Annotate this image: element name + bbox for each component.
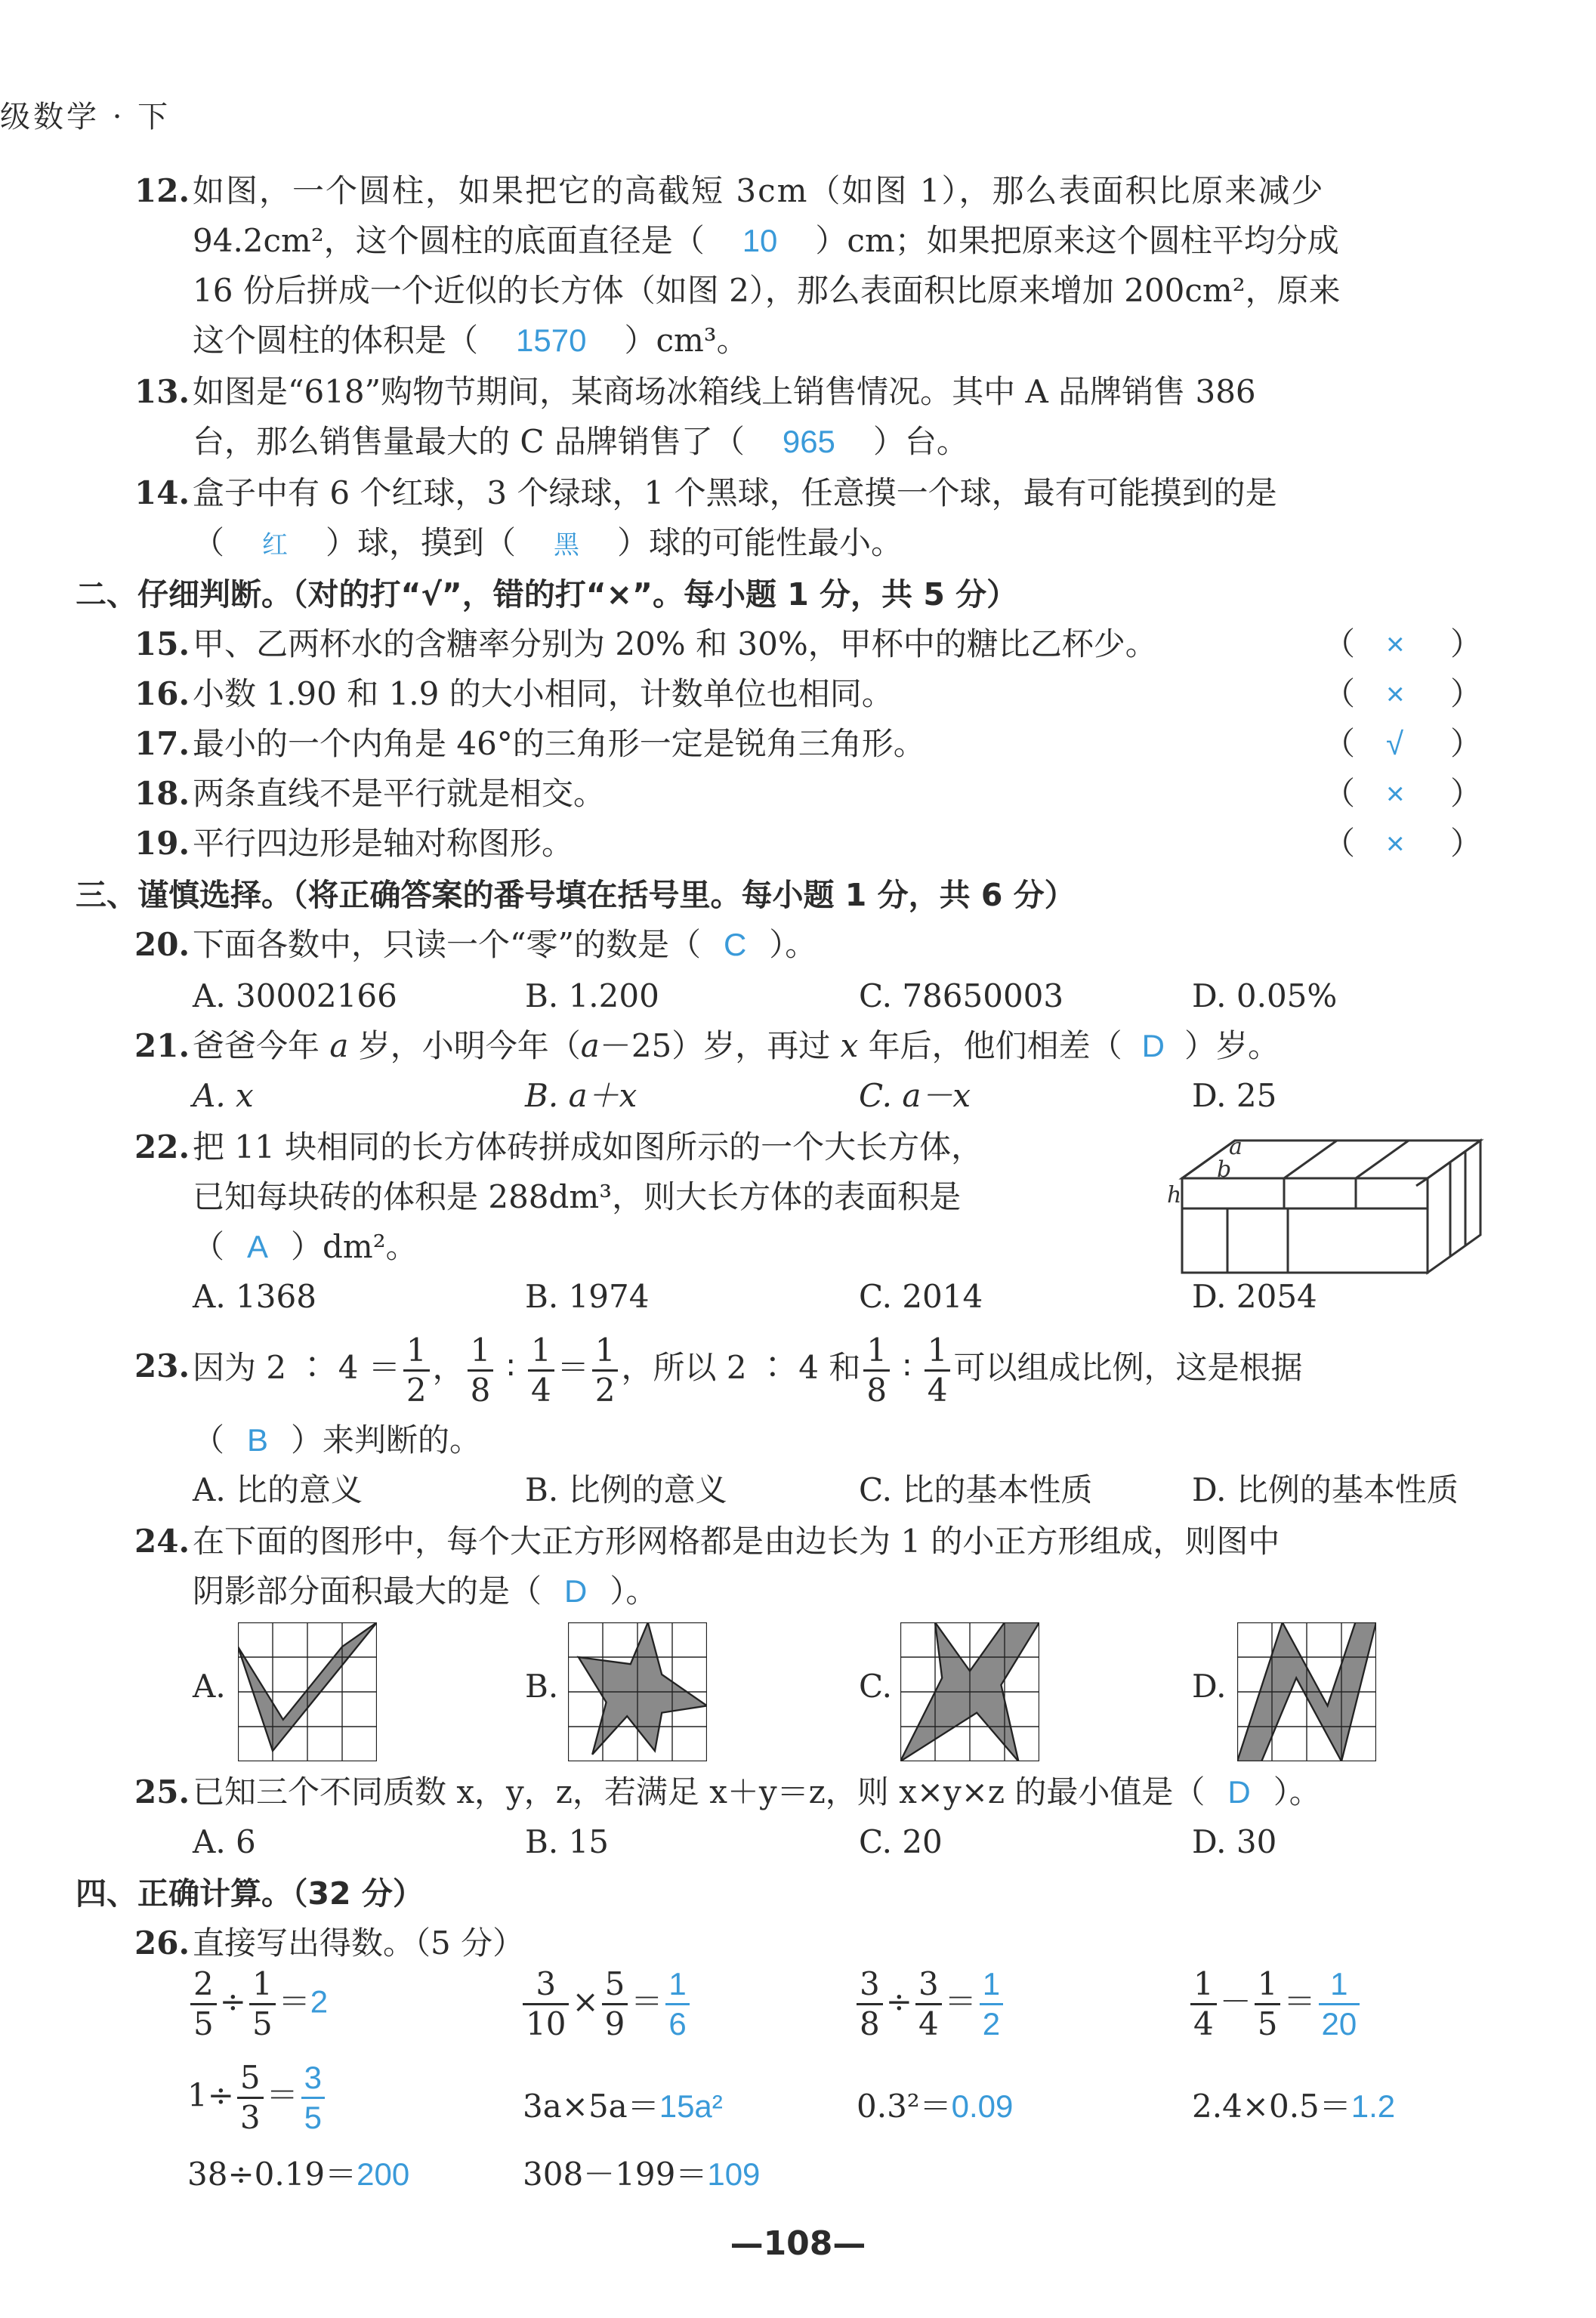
q23-line1: 因为 2 ∶ 4 ＝ $\frac{1}{2}$ ， $\frac{1}{8}$ ∶ $\frac{1}{4}$ ＝ $\frac{1}{2}$ ，所以 2 ∶ 4 和 $\frac{1}{8}$ ∶ $\frac{1}{4}$ 可以组成比例，这是根据 bbox=[193, 1331, 1303, 1409]
q23-number: 23. bbox=[134, 1347, 190, 1384]
grid-figure-b bbox=[568, 1622, 707, 1761]
grid-figure-a bbox=[238, 1622, 377, 1761]
q21-option-b: B. a＋x bbox=[525, 1077, 637, 1114]
q23-option-c: C. 比的基本性质 bbox=[859, 1471, 1093, 1508]
frac-1-2b: $\frac{1}{2}$ bbox=[592, 1335, 619, 1406]
q25-option-a: A. 6 bbox=[193, 1823, 256, 1860]
q13-answer: 965 bbox=[782, 424, 835, 459]
calc-7-answer: 0.09 bbox=[951, 2088, 1014, 2124]
fig-label-a: a bbox=[1229, 1134, 1243, 1160]
q18-text: 两条直线不是平行就是相交。 bbox=[193, 775, 606, 812]
q16-paren-close: ） bbox=[1450, 675, 1483, 712]
q12-line3: 16 份后拼成一个近似的长方体（如图 2），那么表面积比原来增加 200cm²，原来 bbox=[193, 272, 1341, 309]
q23-answer: B bbox=[247, 1422, 269, 1458]
q15-paren-open: （ bbox=[1323, 625, 1356, 662]
q16-answer: × bbox=[1386, 676, 1405, 711]
q20-answer: C bbox=[723, 927, 747, 962]
section3-title: 三、谨慎选择。（将正确答案的番号填在括号里。每小题 1 分，共 6 分） bbox=[76, 877, 1076, 913]
q20-option-c: C. 78650003 bbox=[859, 977, 1064, 1014]
calc-2-answer: $\frac{1}{6}$ bbox=[665, 1968, 689, 2040]
q19-paren-close: ） bbox=[1450, 825, 1483, 862]
q25-number: 25. bbox=[134, 1773, 190, 1810]
q24-number: 24. bbox=[134, 1523, 190, 1560]
q16-text: 小数 1.90 和 1.9 的大小相同，计数单位也相同。 bbox=[193, 675, 894, 712]
frac-1-4: $\frac{1}{4}$ bbox=[528, 1335, 554, 1406]
calc-9: 38÷0.19＝200 bbox=[187, 2156, 410, 2193]
q25-option-c: C. 20 bbox=[859, 1823, 943, 1860]
q14-number: 14. bbox=[134, 474, 190, 511]
q24-answer: D bbox=[564, 1573, 588, 1609]
q21-option-c: C. a－x bbox=[859, 1077, 971, 1114]
q22-number: 22. bbox=[134, 1128, 190, 1165]
frac-1-8: $\frac{1}{8}$ bbox=[468, 1335, 494, 1406]
q16-number: 16. bbox=[134, 675, 190, 712]
q22-option-c: C. 2014 bbox=[859, 1278, 983, 1315]
brick-cuboid-figure bbox=[1167, 1133, 1499, 1284]
q14-line2: （ 红 ）球，摸到（ 黑 ）球的可能性最小。 bbox=[193, 524, 903, 561]
calc-2: $\frac{3}{10}$ × $\frac{5}{9}$ ＝ $\frac{1}{6}$ bbox=[520, 1968, 693, 2040]
grid-figure-d bbox=[1237, 1622, 1376, 1761]
q23-option-d: D. 比例的基本性质 bbox=[1192, 1471, 1459, 1508]
frac-1-2: $\frac{1}{2}$ bbox=[403, 1335, 430, 1406]
calc-3-answer: $\frac{1}{2}$ bbox=[980, 1968, 1003, 2040]
q21-text: 爸爸今年 a 岁，小明今年（a－25）岁，再过 x 年后，他们相差（ D ）岁。 bbox=[193, 1027, 1280, 1064]
q12-number: 12. bbox=[134, 172, 190, 209]
q16-paren-open: （ bbox=[1323, 675, 1356, 712]
q18-paren-open: （ bbox=[1323, 775, 1356, 812]
q20-option-d: D. 0.05% bbox=[1192, 977, 1338, 1014]
calc-5: 1÷ $\frac{5}{3}$ ＝ $\frac{3}{5}$ bbox=[187, 2062, 328, 2134]
q12-line4: 这个圆柱的体积是（ 1570 ）cm³。 bbox=[193, 322, 749, 359]
calc-7: 0.3²＝0.09 bbox=[857, 2088, 1014, 2125]
q24-label-a: A. bbox=[193, 1668, 226, 1705]
calc-1: $\frac{2}{5}$ ÷ $\frac{1}{5}$ ＝2 bbox=[187, 1968, 328, 2040]
q12-answer-volume: 1570 bbox=[516, 323, 587, 358]
q15-answer: × bbox=[1386, 626, 1405, 662]
page-header: 级数学 · 下 bbox=[0, 100, 171, 134]
q21-number: 21. bbox=[134, 1027, 190, 1064]
q22-line1: 把 11 块相同的长方体砖拼成如图所示的一个大长方体， bbox=[193, 1128, 983, 1165]
q24-line2: 阴影部分面积最大的是（ D ）。 bbox=[193, 1573, 658, 1610]
q19-paren-open: （ bbox=[1323, 825, 1356, 862]
calc-9-answer: 200 bbox=[357, 2156, 410, 2192]
q24-label-b: B. bbox=[525, 1668, 559, 1705]
q24-line1: 在下面的图形中，每个大正方形网格都是由边长为 1 的小正方形组成，则图中 bbox=[193, 1523, 1280, 1560]
q22-line2: 已知每块砖的体积是 288dm³，则大长方体的表面积是 bbox=[193, 1178, 962, 1215]
q25-option-b: B. 15 bbox=[525, 1823, 610, 1860]
calc-6-answer: 15a² bbox=[659, 2088, 723, 2124]
q20-text: 下面各数中，只读一个“零”的数是（ C ）。 bbox=[193, 926, 817, 963]
calc-10: 308－199＝109 bbox=[523, 2156, 761, 2193]
q15-paren-close: ） bbox=[1450, 625, 1483, 662]
q22-line3: （ A ）dm²。 bbox=[193, 1228, 418, 1265]
q15-number: 15. bbox=[134, 625, 190, 662]
calc-8-answer: 1.2 bbox=[1351, 2088, 1396, 2124]
q21-option-d: D. 25 bbox=[1192, 1077, 1277, 1114]
q23-line2: （ B ）来判断的。 bbox=[193, 1421, 482, 1458]
q26-number: 26. bbox=[134, 1924, 190, 1962]
calc-10-answer: 109 bbox=[707, 2156, 761, 2192]
q17-paren-close: ） bbox=[1450, 725, 1483, 762]
q24-label-c: C. bbox=[859, 1668, 892, 1705]
q22-option-b: B. 1974 bbox=[525, 1278, 650, 1315]
q18-paren-close: ） bbox=[1450, 775, 1483, 812]
q18-number: 18. bbox=[134, 775, 190, 812]
q25-answer: D bbox=[1227, 1774, 1251, 1810]
section2-title: 二、仔细判断。（对的打“√”，错的打“×”。每小题 1 分，共 5 分） bbox=[76, 576, 1018, 613]
q15-text: 甲、乙两杯水的含糖率分别为 20% 和 30%，甲杯中的糖比乙杯少。 bbox=[193, 625, 1157, 662]
q17-text: 最小的一个内角是 46°的三角形一定是锐角三角形。 bbox=[193, 725, 925, 762]
section4-title: 四、正确计算。（32 分） bbox=[76, 1875, 424, 1912]
q21-answer: D bbox=[1141, 1028, 1165, 1063]
q20-option-a: A. 30002166 bbox=[193, 977, 397, 1014]
q12-answer-diameter: 10 bbox=[742, 223, 778, 258]
q20-option-b: B. 1.200 bbox=[525, 977, 659, 1014]
q19-number: 19. bbox=[134, 825, 190, 862]
calc-3: $\frac{3}{8}$ ÷ $\frac{3}{4}$ ＝ $\frac{1}{2}$ bbox=[854, 1968, 1006, 2040]
q19-answer: × bbox=[1386, 826, 1405, 861]
q17-paren-open: （ bbox=[1323, 725, 1356, 762]
fig-label-h: h bbox=[1167, 1182, 1182, 1208]
q23-option-a: A. 比的意义 bbox=[193, 1471, 363, 1508]
q13-line2: 台，那么销售量最大的 C 品牌销售了（ 965 ）台。 bbox=[193, 423, 968, 460]
calc-4: $\frac{1}{4}$ － $\frac{1}{5}$ ＝ $\frac{1}{20}$ bbox=[1187, 1968, 1363, 2040]
frac-1-4b: $\frac{1}{4}$ bbox=[925, 1335, 951, 1406]
calc-4-answer: $\frac{1}{20}$ bbox=[1319, 1968, 1360, 2040]
q26-title: 直接写出得数。（5 分） bbox=[193, 1924, 525, 1962]
q13-line1: 如图是“618”购物节期间，某商场冰箱线上销售情况。其中 A 品牌销售 386 bbox=[193, 373, 1256, 410]
q14-answer-most: 红 bbox=[262, 531, 289, 560]
q23-option-b: B. 比例的意义 bbox=[525, 1471, 727, 1508]
q22-option-d: D. 2054 bbox=[1192, 1278, 1317, 1315]
calc-6: 3a×5a＝15a² bbox=[523, 2088, 723, 2125]
calc-5-answer: $\frac{3}{5}$ bbox=[301, 2062, 325, 2134]
q14-answer-least: 黑 bbox=[554, 531, 580, 560]
calc-1-answer: 2 bbox=[310, 1983, 329, 2020]
q12-line2: 94.2cm²，这个圆柱的底面直径是（ 10 ）cm；如果把原来这个圆柱平均分成 bbox=[193, 222, 1339, 259]
q21-option-a: A. x bbox=[193, 1077, 254, 1114]
frac-1-8b: $\frac{1}{8}$ bbox=[863, 1335, 890, 1406]
q25-option-d: D. 30 bbox=[1192, 1823, 1277, 1860]
q13-number: 13. bbox=[134, 373, 190, 410]
q22-answer: A bbox=[247, 1229, 269, 1264]
q14-line1: 盒子中有 6 个红球，3 个绿球，1 个黑球，任意摸一个球，最有可能摸到的是 bbox=[193, 474, 1277, 511]
page-number: —108— bbox=[730, 2224, 866, 2263]
q19-text: 平行四边形是轴对称图形。 bbox=[193, 825, 574, 862]
grid-figure-c bbox=[900, 1622, 1039, 1761]
q20-number: 20. bbox=[134, 926, 190, 963]
q17-number: 17. bbox=[134, 725, 190, 762]
q22-option-a: A. 1368 bbox=[193, 1278, 316, 1315]
fig-label-b: b bbox=[1217, 1156, 1232, 1183]
q25-text: 已知三个不同质数 x，y，z，若满足 x＋y＝z，则 x×y×z 的最小值是（ D ）。 bbox=[193, 1773, 1321, 1810]
q17-answer: √ bbox=[1386, 726, 1404, 761]
q18-answer: × bbox=[1386, 776, 1405, 811]
q12-line1: 如图，一个圆柱，如果把它的高截短 3cm（如图 1），那么表面积比原来减少 bbox=[193, 172, 1325, 209]
calc-8: 2.4×0.5＝1.2 bbox=[1192, 2088, 1396, 2125]
q24-label-d: D. bbox=[1192, 1668, 1227, 1705]
